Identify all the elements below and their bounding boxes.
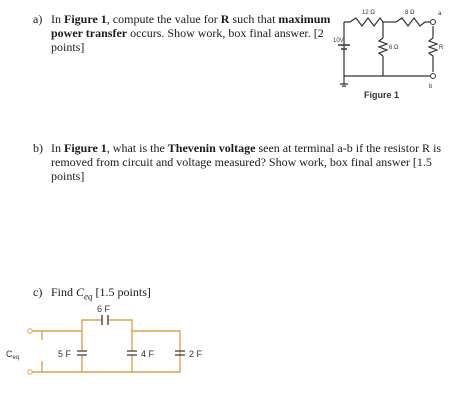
terminal-b-label: b [429, 84, 433, 90]
cap-2f-plates [175, 351, 185, 355]
c4-label: 2 F [189, 349, 203, 359]
terminal-a-label: a [438, 11, 442, 17]
cap-5f-plates [77, 351, 87, 355]
cap-4f-plates [127, 351, 137, 355]
resistor-load-r [429, 38, 437, 56]
c3-label: 4 F [141, 349, 155, 359]
r1-label: 12 Ω [362, 10, 375, 16]
source-label: 10V [333, 38, 344, 44]
figure-ref: Figure 1 [64, 12, 107, 26]
question-a-label: a) [33, 12, 43, 26]
load-label: R [439, 45, 444, 51]
capacitor-network [30, 320, 180, 372]
terminal-b [431, 74, 436, 79]
c2-label: 6 F [97, 304, 111, 314]
question-c-label: c) [33, 285, 43, 299]
cap-lead-wires [30, 331, 42, 372]
figure-ref: Figure 1 [64, 141, 107, 155]
r3-label: 6 Ω [389, 45, 399, 51]
question-b-label: b) [33, 141, 43, 155]
question-b-text: In Figure 1, what is the Thevenin voltage seen at terminal a-b if the resistor R is removed from circuit and voltage measured? Show work, box final answer [1.5 points] [51, 141, 442, 183]
r2-label: 8 Ω [405, 10, 415, 16]
resistor-12-ohm [350, 18, 383, 26]
wire-left [344, 22, 350, 76]
ground-symbol [340, 76, 348, 86]
figure-caption: Figure 1 [364, 90, 400, 100]
terminal-a [431, 20, 436, 25]
ceq-label: $C_{eq}$ [6, 349, 20, 361]
cap-main-loop [42, 320, 180, 372]
terminal-top [28, 329, 32, 333]
question-a-text: In Figure 1, compute the value for R such that maximum power transfer occurs. Show work, box final answer. [2 points] [51, 12, 331, 54]
c1-label: 5 F [58, 349, 72, 359]
resistor-8-ohm [396, 18, 425, 26]
resistor-6-ohm [379, 38, 387, 56]
question-c-text: Find $C_{eq}$ [1.5 points] [51, 285, 151, 302]
terminal-bottom [28, 370, 32, 374]
cap-6f-plates [102, 315, 108, 325]
